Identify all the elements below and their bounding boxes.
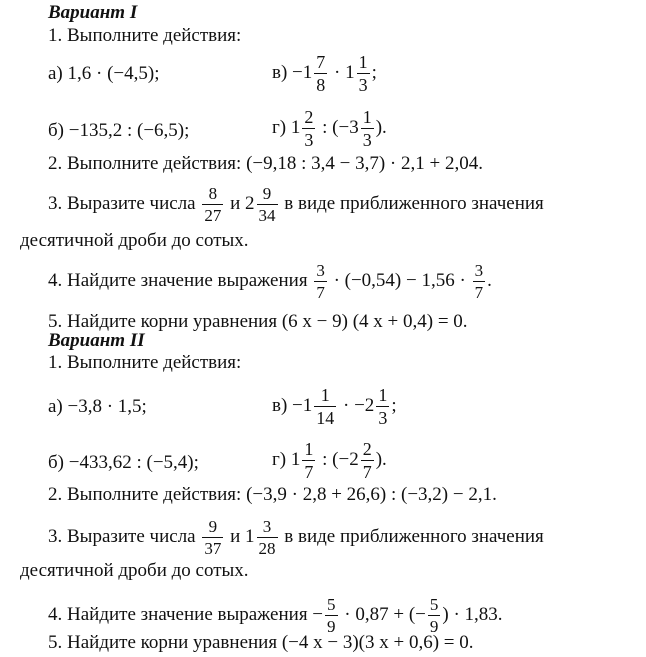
v1-task-1v-frac2 <box>357 53 370 94</box>
v2-task-3-mid: и 1 <box>230 525 255 547</box>
v2-task-1v-frac2-num: 1 <box>378 385 388 405</box>
v1-task-4-frac1-num: 3 <box>316 261 325 280</box>
variant-2-header: Вариант II <box>48 330 145 351</box>
v1-task-1b: б) −135,2 : (−6,5); <box>48 120 190 141</box>
v2-task-1g-frac2-num: 2 <box>362 439 372 459</box>
v1-task-1v-frac1 <box>314 53 327 94</box>
v1-task-1v-pre: в) −1 <box>272 61 313 83</box>
v2-task-1v-frac2 <box>376 386 389 427</box>
v2-task-4-post: ) · 1,83. <box>442 603 503 625</box>
v2-task-3 <box>48 518 544 557</box>
v1-task-3-mid: и 2 <box>230 192 255 214</box>
v1-task-1g-frac2 <box>361 108 374 149</box>
v1-task-1g-frac1 <box>302 108 315 149</box>
v2-task-1v-post: ; <box>391 394 397 416</box>
v1-task-3-post: в виде приближенного значения <box>284 192 544 214</box>
v1-task-4-mid: · (−0,54) − 1,56 · <box>333 269 466 291</box>
v2-task-3-frac2-den: 28 <box>258 539 276 558</box>
v2-task-4-mid: · 0,87 + (− <box>344 603 426 625</box>
v2-task-1v-mid: · −2 <box>343 394 375 416</box>
v2-task-1g-pre: г) 1 <box>272 448 301 470</box>
v1-task-1g-frac1-den: 3 <box>304 130 314 150</box>
v1-task-1g-frac1-num: 2 <box>304 107 314 127</box>
v1-task-5: 5. Найдите корни уравнения (6 x − 9) (4 x + 0,4) = 0. <box>48 311 468 332</box>
v1-task-4-frac2-num: 3 <box>474 261 484 280</box>
v2-task-4 <box>48 596 503 635</box>
v1-task-3 <box>48 185 544 224</box>
v2-task-3-frac1-den: 37 <box>204 539 222 558</box>
v2-task-1g <box>272 440 387 481</box>
v2-task-3-frac2 <box>257 518 278 557</box>
v2-task-2: 2. Выполните действия: (−3,9 · 2,8 + 26,6) : (−3,2) − 2,1. <box>48 484 497 505</box>
v2-task-1g-mid: : (−2 <box>322 448 359 470</box>
v1-task-1v-frac2-den: 3 <box>358 75 368 95</box>
v1-task-1g-post: ). <box>375 116 387 138</box>
v2-task-3-pre: 3. Выразите числа <box>48 525 196 547</box>
v1-task-1-title: 1. Выполните действия: <box>48 25 242 46</box>
v2-task-4-frac1-num: 5 <box>327 595 336 614</box>
v2-task-1a: а) −3,8 · 1,5; <box>48 396 147 417</box>
v2-task-4-frac1-den: 9 <box>327 617 336 636</box>
v2-task-3-frac1-num: 9 <box>202 518 223 538</box>
v1-task-1a: а) 1,6 · (−4,5); <box>48 63 160 84</box>
variant-1-header: Вариант I <box>48 2 138 23</box>
v1-task-1g <box>272 108 387 149</box>
v2-task-1v-frac1-den: 14 <box>316 408 335 428</box>
v1-task-1v-frac1-num: 7 <box>316 52 326 72</box>
v1-task-3-frac1 <box>202 185 223 224</box>
v2-task-5: 5. Найдите корни уравнения (−4 x − 3)(3 x + 0,6) = 0. <box>48 632 474 653</box>
v1-task-2: 2. Выполните действия: (−9,18 : 3,4 − 3,7) · 2,1 + 2,04. <box>48 153 483 174</box>
v2-task-4-frac2-num: 5 <box>429 595 439 614</box>
v2-task-1g-frac1-den: 7 <box>304 462 314 482</box>
v1-task-3-line2: десятичной дроби до сотых. <box>20 230 249 251</box>
v2-task-1g-frac2 <box>361 440 374 481</box>
v2-task-1-title: 1. Выполните действия: <box>48 352 242 373</box>
v2-task-1g-frac2-den: 7 <box>362 462 372 482</box>
v2-task-1b: б) −433,62 : (−5,4); <box>48 452 199 473</box>
v1-task-4-frac1-den: 7 <box>316 283 325 302</box>
v1-task-3-frac1-den: 27 <box>204 206 222 225</box>
v2-task-3-frac2-num: 3 <box>257 518 278 538</box>
v1-task-1g-pre: г) 1 <box>272 116 301 138</box>
v1-task-1v-post: ; <box>371 61 377 83</box>
v1-task-4-post: . <box>487 269 492 291</box>
v1-task-4-frac2 <box>473 262 486 301</box>
v2-task-3-frac1 <box>202 518 223 557</box>
v1-task-1v <box>272 53 377 94</box>
v1-task-4 <box>48 262 492 301</box>
v2-task-4-pre: 4. Найдите значение выражения − <box>48 603 324 625</box>
v1-task-1v-frac1-den: 8 <box>316 75 326 95</box>
v2-task-3-post: в виде приближенного значения <box>284 525 544 547</box>
v1-task-1g-frac2-den: 3 <box>362 130 372 150</box>
v2-task-4-frac2 <box>428 596 441 635</box>
v2-task-1v-frac1 <box>314 386 336 427</box>
v1-task-1g-mid: : (−3 <box>322 116 359 138</box>
v2-task-1v-pre: в) −1 <box>272 394 313 416</box>
v1-task-4-pre: 4. Найдите значение выражения <box>48 269 308 291</box>
v1-task-1g-frac2-num: 1 <box>362 107 372 127</box>
v2-task-4-frac1 <box>325 596 338 635</box>
v2-task-3-line2: десятичной дроби до сотых. <box>20 560 249 581</box>
v1-task-1v-mid: · 1 <box>334 61 355 83</box>
v1-task-3-frac1-num: 8 <box>202 185 223 205</box>
v1-task-4-frac1 <box>314 262 327 301</box>
v2-task-1v <box>272 386 397 427</box>
v1-task-3-frac2 <box>257 185 278 224</box>
v1-task-4-frac2-den: 7 <box>474 283 484 302</box>
v1-task-3-pre: 3. Выразите числа <box>48 192 196 214</box>
v2-task-1g-frac1-num: 1 <box>304 439 314 459</box>
v1-task-3-frac2-num: 9 <box>257 185 278 205</box>
v1-task-1v-frac2-num: 1 <box>358 52 368 72</box>
v2-task-4-frac2-den: 9 <box>429 617 439 636</box>
v2-task-1g-post: ). <box>375 448 387 470</box>
v2-task-1g-frac1 <box>302 440 315 481</box>
v1-task-3-frac2-den: 34 <box>258 206 276 225</box>
v2-task-1v-frac1-num: 1 <box>314 386 336 407</box>
v2-task-1v-frac2-den: 3 <box>378 408 388 428</box>
